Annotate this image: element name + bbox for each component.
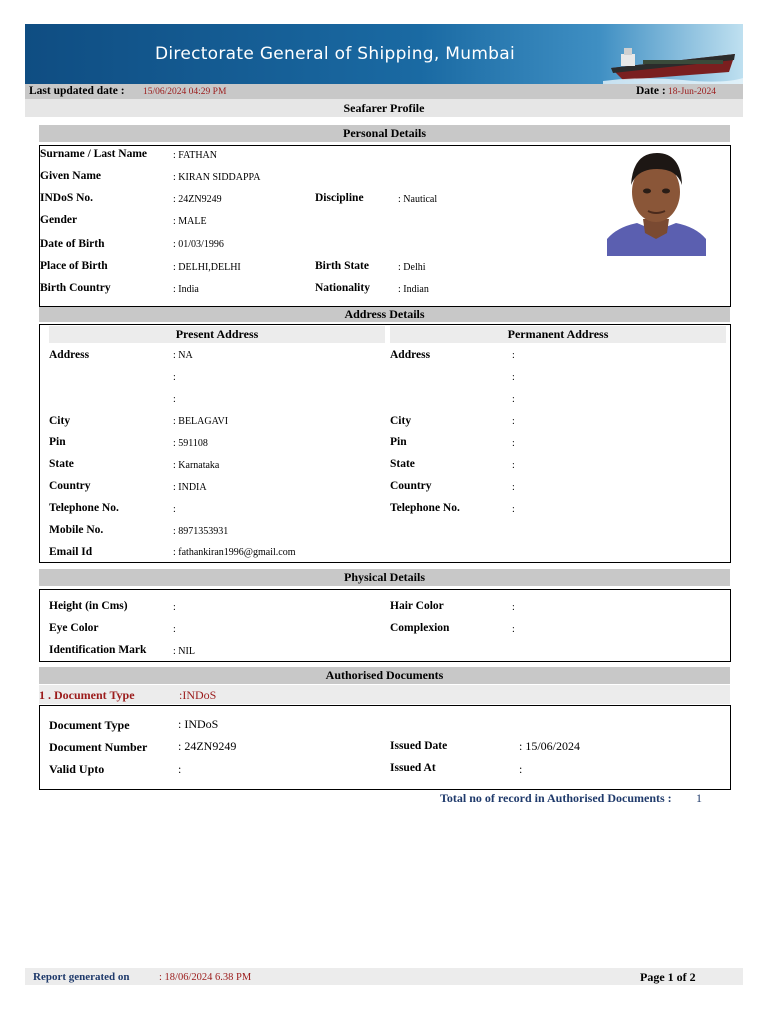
present-email-label: Email Id	[49, 546, 93, 558]
issued-at-value: :	[519, 762, 523, 776]
present-telephone-value: :	[173, 504, 176, 515]
document-item-bar	[39, 685, 730, 704]
identification-mark-label: Identification Mark	[49, 644, 147, 656]
birth-state-value: : Delhi	[398, 262, 426, 273]
present-address-line3: :	[173, 394, 176, 405]
present-address-value: : NA	[173, 350, 193, 361]
issued-date-label: Issued Date	[390, 740, 448, 752]
permanent-city-value: :	[512, 416, 515, 427]
present-pin-value: : 591108	[173, 438, 208, 449]
gender-value: : MALE	[173, 216, 207, 227]
authorised-documents-heading: Authorised Documents	[39, 667, 730, 684]
surname-value: : FATHAN	[173, 150, 217, 161]
permanent-pin-label: Pin	[390, 436, 407, 448]
discipline-label: Discipline	[315, 192, 364, 204]
complexion-label: Complexion	[390, 622, 450, 634]
given-name-label: Given Name	[40, 170, 102, 182]
height-value: :	[173, 602, 176, 613]
personal-details-heading: Personal Details	[39, 125, 730, 142]
footer-bar	[25, 968, 743, 985]
discipline-value: : Nautical	[398, 194, 438, 205]
birth-country-label: Birth Country	[40, 282, 111, 294]
present-country-label: Country	[49, 480, 91, 492]
eye-color-label: Eye Color	[49, 622, 99, 634]
page-number: Page 1 of 2	[640, 970, 696, 984]
present-address-line2: :	[173, 372, 176, 383]
present-mobile-label: Mobile No.	[49, 524, 104, 536]
address-details-box	[39, 324, 731, 563]
place-of-birth-label: Place of Birth	[40, 260, 108, 272]
birth-country-value: : India	[173, 284, 199, 295]
birth-state-label: Birth State	[315, 260, 369, 272]
doc-type-label: Document Type	[49, 718, 130, 732]
present-country-value: : INDIA	[173, 482, 207, 493]
hair-color-value: :	[512, 602, 515, 613]
document-item-value: :INDoS	[179, 688, 217, 702]
eye-color-value: :	[173, 624, 176, 635]
doc-type-value: : INDoS	[178, 717, 219, 731]
ship-icon	[603, 24, 743, 84]
profile-title: Seafarer Profile	[25, 99, 743, 117]
valid-upto-label: Valid Upto	[49, 762, 105, 776]
present-email-value: : fathankiran1996@gmail.com	[173, 547, 296, 558]
present-address-label: Address	[49, 349, 90, 361]
place-of-birth-value: : DELHI,DELHI	[173, 262, 241, 273]
permanent-city-label: City	[390, 415, 412, 427]
given-name-value: : KIRAN SIDDAPPA	[173, 172, 261, 183]
total-records-value: 1	[696, 791, 702, 805]
date-label: Date :	[636, 85, 666, 97]
last-updated-label: Last updated date :	[29, 85, 125, 97]
permanent-state-label: State	[390, 458, 415, 470]
surname-label: Surname / Last Name	[40, 148, 148, 160]
present-state-label: State	[49, 458, 74, 470]
complexion-value: :	[512, 624, 515, 635]
dob-label: Date of Birth	[40, 238, 105, 250]
address-details-heading: Address Details	[39, 307, 730, 322]
report-generated-label: Report generated on	[33, 971, 130, 983]
banner-title: Directorate General of Shipping, Mumbai	[154, 44, 516, 64]
permanent-telephone-value: :	[512, 504, 515, 515]
indos-value: : 24ZN9249	[173, 194, 222, 205]
header-banner	[25, 24, 743, 84]
present-mobile-value: : 8971353931	[173, 526, 229, 537]
permanent-state-value: :	[512, 460, 515, 471]
permanent-telephone-label: Telephone No.	[390, 502, 460, 514]
present-address-heading: Present Address	[49, 326, 385, 343]
seafarer-photo	[607, 147, 706, 256]
dob-value: : 01/03/1996	[173, 239, 224, 250]
report-generated-value: : 18/06/2024 6.38 PM	[159, 972, 252, 983]
permanent-country-label: Country	[390, 480, 432, 492]
permanent-address-line3: :	[512, 394, 515, 405]
permanent-country-value: :	[512, 482, 515, 493]
height-label: Height (in Cms)	[49, 600, 128, 612]
permanent-address-label: Address	[390, 349, 431, 361]
nationality-value: : Indian	[398, 284, 429, 295]
valid-upto-value: :	[178, 762, 182, 776]
last-updated-value: 15/06/2024 04:29 PM	[143, 87, 227, 97]
permanent-address-value: :	[512, 350, 515, 361]
hair-color-label: Hair Color	[390, 600, 444, 612]
doc-number-label: Document Number	[49, 740, 148, 754]
present-city-label: City	[49, 415, 71, 427]
permanent-pin-value: :	[512, 438, 515, 449]
total-records-label: Total no of record in Authorised Documents :	[440, 791, 672, 805]
present-state-value: : Karnataka	[173, 460, 220, 471]
nationality-label: Nationality	[315, 282, 370, 294]
gender-label: Gender	[40, 214, 78, 226]
date-value: 18-Jun-2024	[668, 87, 717, 97]
issued-date-value: : 15/06/2024	[519, 739, 581, 753]
issued-at-label: Issued At	[390, 762, 436, 774]
present-telephone-label: Telephone No.	[49, 502, 119, 514]
present-pin-label: Pin	[49, 436, 66, 448]
permanent-address-line2: :	[512, 372, 515, 383]
indos-label: INDoS No.	[40, 192, 94, 204]
permanent-address-heading: Permanent Address	[390, 326, 726, 343]
doc-number-value: : 24ZN9249	[178, 739, 237, 753]
identification-mark-value: : NIL	[173, 646, 195, 657]
document-item-label: 1 . Document Type	[39, 688, 135, 702]
physical-details-heading: Physical Details	[39, 569, 730, 586]
present-city-value: : BELAGAVI	[173, 416, 229, 427]
